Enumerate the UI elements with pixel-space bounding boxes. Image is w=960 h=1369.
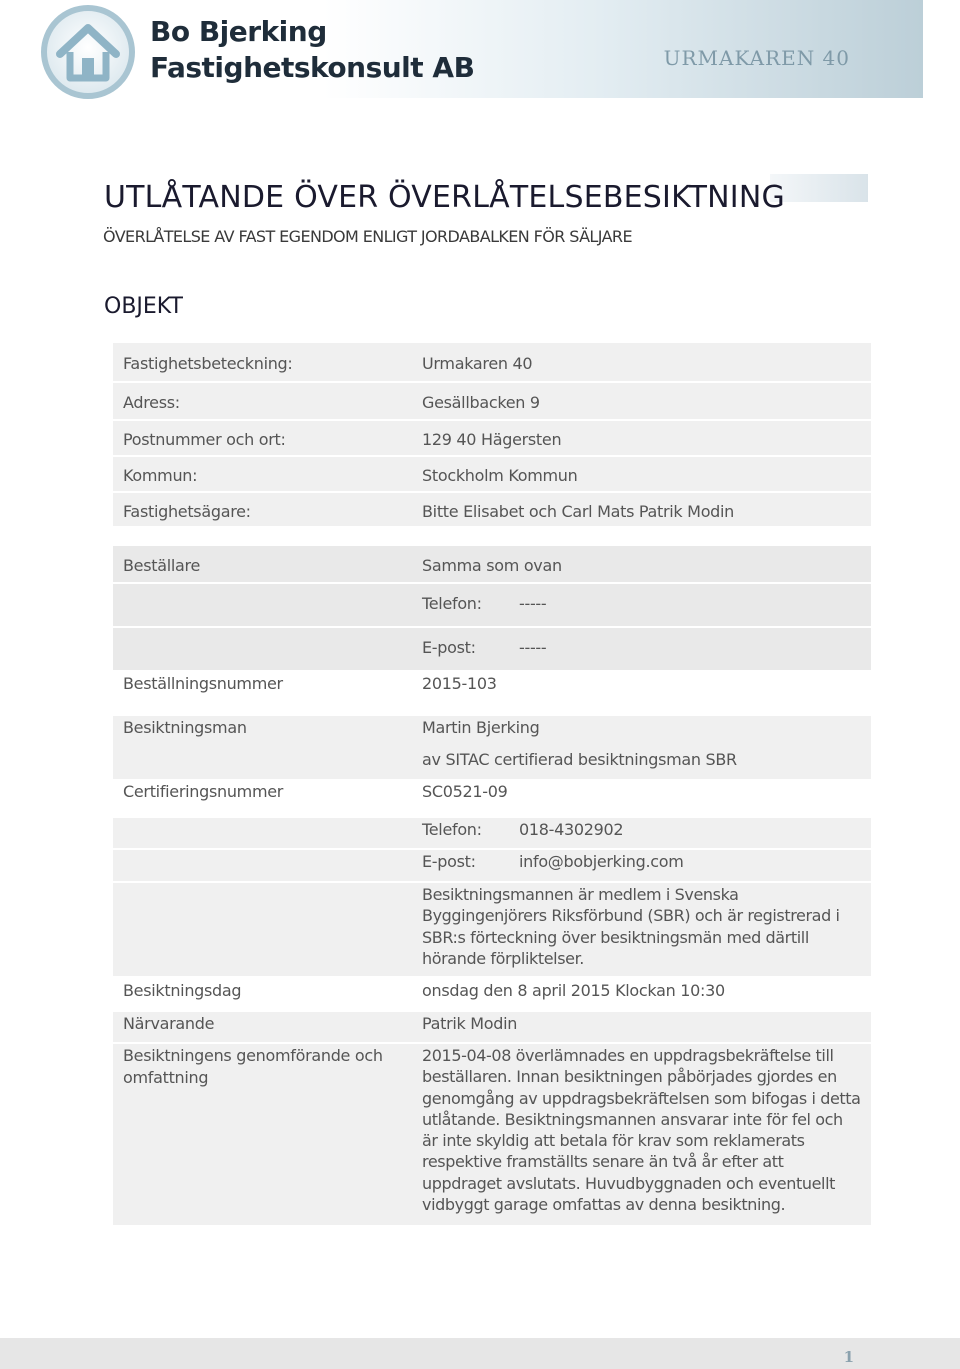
- cert-number-label: Certifieringsnummer: [123, 782, 284, 801]
- header-property-name: URMAKAREN 40: [663, 46, 850, 70]
- inspection-date-row: [113, 978, 871, 1010]
- attendees-value: Patrik Modin: [422, 1014, 518, 1033]
- inspector-name: Martin Bjerking: [422, 718, 540, 737]
- row-label: Fastighetsägare:: [123, 502, 251, 521]
- objekt-row: [113, 343, 871, 381]
- inspector-email-label: E-post:: [422, 852, 476, 871]
- cert-number-row: [113, 780, 871, 816]
- inspector-row: [113, 716, 871, 779]
- scope-row: [113, 1044, 871, 1225]
- row-value: Gesällbacken 9: [422, 393, 540, 412]
- bestallare-value: Samma som ovan: [422, 556, 562, 575]
- bestallare-phone-row: [113, 584, 871, 626]
- inspector-membership-row: [113, 883, 871, 976]
- attendees-label: Närvarande: [123, 1014, 215, 1033]
- objekt-row: [113, 457, 871, 491]
- row-label: Adress:: [123, 393, 180, 412]
- row-label: Fastighetsbeteckning:: [123, 354, 293, 373]
- order-number-row: [113, 672, 871, 708]
- inspector-phone-row: [113, 818, 871, 848]
- bestallare-email-row: [113, 628, 871, 670]
- logo-company-subtitle: Fastighetskonsult AB: [150, 51, 475, 84]
- bestallare-phone-value: -----: [519, 594, 547, 613]
- inspector-membership-text: Besiktningsmannen är medlem i Svenska Byggingenjörers Riksförbund (SBR) och är registrerad i SBR:s förteckning över besiktningsmän med därtill hörande förpliktelser.: [422, 885, 840, 968]
- page-number: 1: [843, 1348, 854, 1366]
- scope-text: 2015-04-08 överlämnades en uppdragsbekräftelse till beställaren. Innan besiktningen påbörjades gjordes en genomgång av uppdragsbekräftelsen som bifogas i detta utlåtande. Besiktningsmannen ansvarar inte för fel och är inte skyldig att betala för krav som reklamerats respektive framställts senare än två år efter att uppdraget avslutats. Huvudbyggnaden och eventuellt vidbyggt garage omfattas av denna besiktning.: [422, 1046, 861, 1215]
- document-title: UTLÅTANDE ÖVER ÖVERLÅTELSEBESIKTNING: [104, 180, 785, 215]
- row-value: Bitte Elisabet och Carl Mats Patrik Modin: [422, 502, 735, 521]
- row-value: Stockholm Kommun: [422, 466, 578, 485]
- bestallare-email-label: E-post:: [422, 638, 476, 657]
- attendees-row: [113, 1012, 871, 1042]
- order-number-label: Beställningsnummer: [123, 674, 283, 693]
- row-label: Postnummer och ort:: [123, 430, 286, 449]
- objekt-row: [113, 421, 871, 455]
- inspector-cert-note: av SITAC certifierad besiktningsman SBR: [422, 750, 737, 769]
- bestallare-row: [113, 546, 871, 582]
- house-logo-icon: [40, 4, 136, 100]
- bestallare-phone-label: Telefon:: [422, 594, 482, 613]
- bestallare-label: Beställare: [123, 556, 201, 575]
- section-heading-objekt: OBJEKT: [104, 294, 183, 319]
- inspection-date-label: Besiktningsdag: [123, 981, 242, 1000]
- logo-company-name: Bo Bjerking: [150, 15, 327, 48]
- order-number-value: 2015-103: [422, 674, 497, 693]
- document-subtitle: ÖVERLÅTELSE AV FAST EGENDOM ENLIGT JORDABALKEN FÖR SÄLJARE: [103, 227, 632, 246]
- cert-number-value: SC0521-09: [422, 782, 508, 801]
- row-label: Kommun:: [123, 466, 198, 485]
- row-value: 129 40 Hägersten: [422, 430, 562, 449]
- inspector-email-row: [113, 850, 871, 881]
- row-value: Urmakaren 40: [422, 354, 533, 373]
- page-header: [0, 0, 923, 98]
- inspection-date-value: onsdag den 8 april 2015 Klockan 10:30: [422, 981, 725, 1000]
- bestallare-email-value: -----: [519, 638, 547, 657]
- inspector-phone-label: Telefon:: [422, 820, 482, 839]
- objekt-row: [113, 493, 871, 526]
- scope-label: Besiktningens genomförande och omfattning: [123, 1046, 383, 1087]
- objekt-row: [113, 383, 871, 419]
- page-footer: [0, 1338, 960, 1369]
- inspector-email-value: info@bobjerking.com: [519, 852, 684, 871]
- inspector-label: Besiktningsman: [123, 718, 247, 737]
- inspector-phone-value: 018-4302902: [519, 820, 624, 839]
